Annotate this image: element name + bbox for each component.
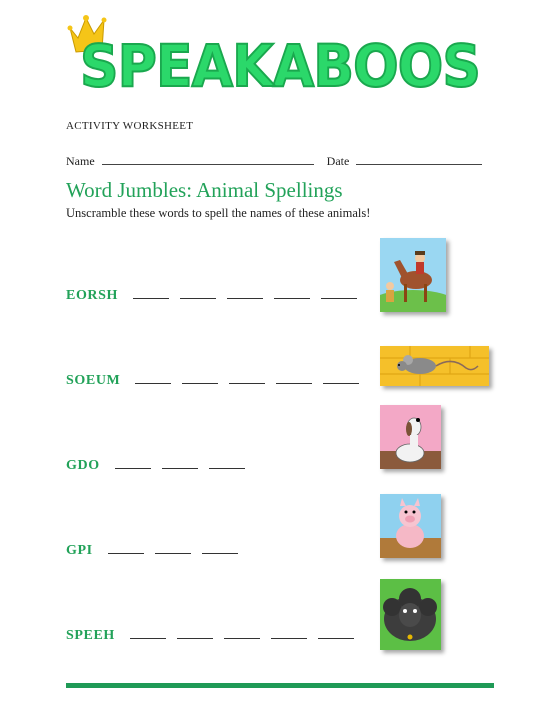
jumble-word: SOEUM	[66, 373, 121, 388]
jumble-word: EORSH	[66, 288, 119, 303]
instructions: Unscramble these words to spell the names of these animals!	[66, 206, 371, 220]
letter-blank[interactable]	[271, 628, 307, 639]
jumble-row-5	[66, 628, 354, 644]
letter-blank[interactable]	[323, 373, 359, 384]
page-title: Word Jumbles: Animal Spellings	[66, 178, 343, 202]
sheep-icon	[380, 579, 441, 650]
letter-blank[interactable]	[229, 373, 265, 384]
worksheet-type: ACTIVITY WORKSHEET	[66, 120, 194, 132]
logo-text: SPEAKABOOS	[80, 32, 480, 100]
date-label: Date	[326, 154, 350, 168]
pig-icon	[380, 494, 441, 558]
speakaboos-logo	[68, 10, 488, 98]
jumble-word: GDO	[66, 458, 100, 473]
jumble-row-1	[66, 288, 357, 304]
letter-blank[interactable]	[224, 628, 260, 639]
jumble-word: SPEEH	[66, 628, 115, 643]
letter-blank[interactable]	[177, 628, 213, 639]
date-field[interactable]	[356, 152, 482, 165]
letter-blank[interactable]	[135, 373, 171, 384]
letter-blank[interactable]	[130, 628, 166, 639]
jumble-row-3	[66, 458, 245, 474]
jumble-word: GPI	[66, 543, 93, 558]
letter-blank[interactable]	[274, 288, 310, 299]
letter-blank[interactable]	[155, 543, 191, 554]
letter-blank[interactable]	[182, 373, 218, 384]
mouse-icon	[380, 346, 489, 386]
name-field[interactable]	[102, 152, 314, 165]
letter-blank[interactable]	[108, 543, 144, 554]
name-date-row	[66, 152, 496, 169]
jumble-row-2	[66, 373, 359, 389]
letter-blank[interactable]	[115, 458, 151, 469]
letter-blank[interactable]	[276, 373, 312, 384]
horse-with-rider-icon	[380, 238, 446, 312]
dog-icon	[380, 405, 441, 469]
jumble-row-4	[66, 543, 238, 559]
letter-blank[interactable]	[209, 458, 245, 469]
letter-blank[interactable]	[318, 628, 354, 639]
letter-blank[interactable]	[227, 288, 263, 299]
letter-blank[interactable]	[321, 288, 357, 299]
name-label: Name	[66, 154, 95, 168]
letter-blank[interactable]	[202, 543, 238, 554]
letter-blank[interactable]	[133, 288, 169, 299]
letter-blank[interactable]	[180, 288, 216, 299]
footer-divider	[66, 683, 494, 688]
letter-blank[interactable]	[162, 458, 198, 469]
